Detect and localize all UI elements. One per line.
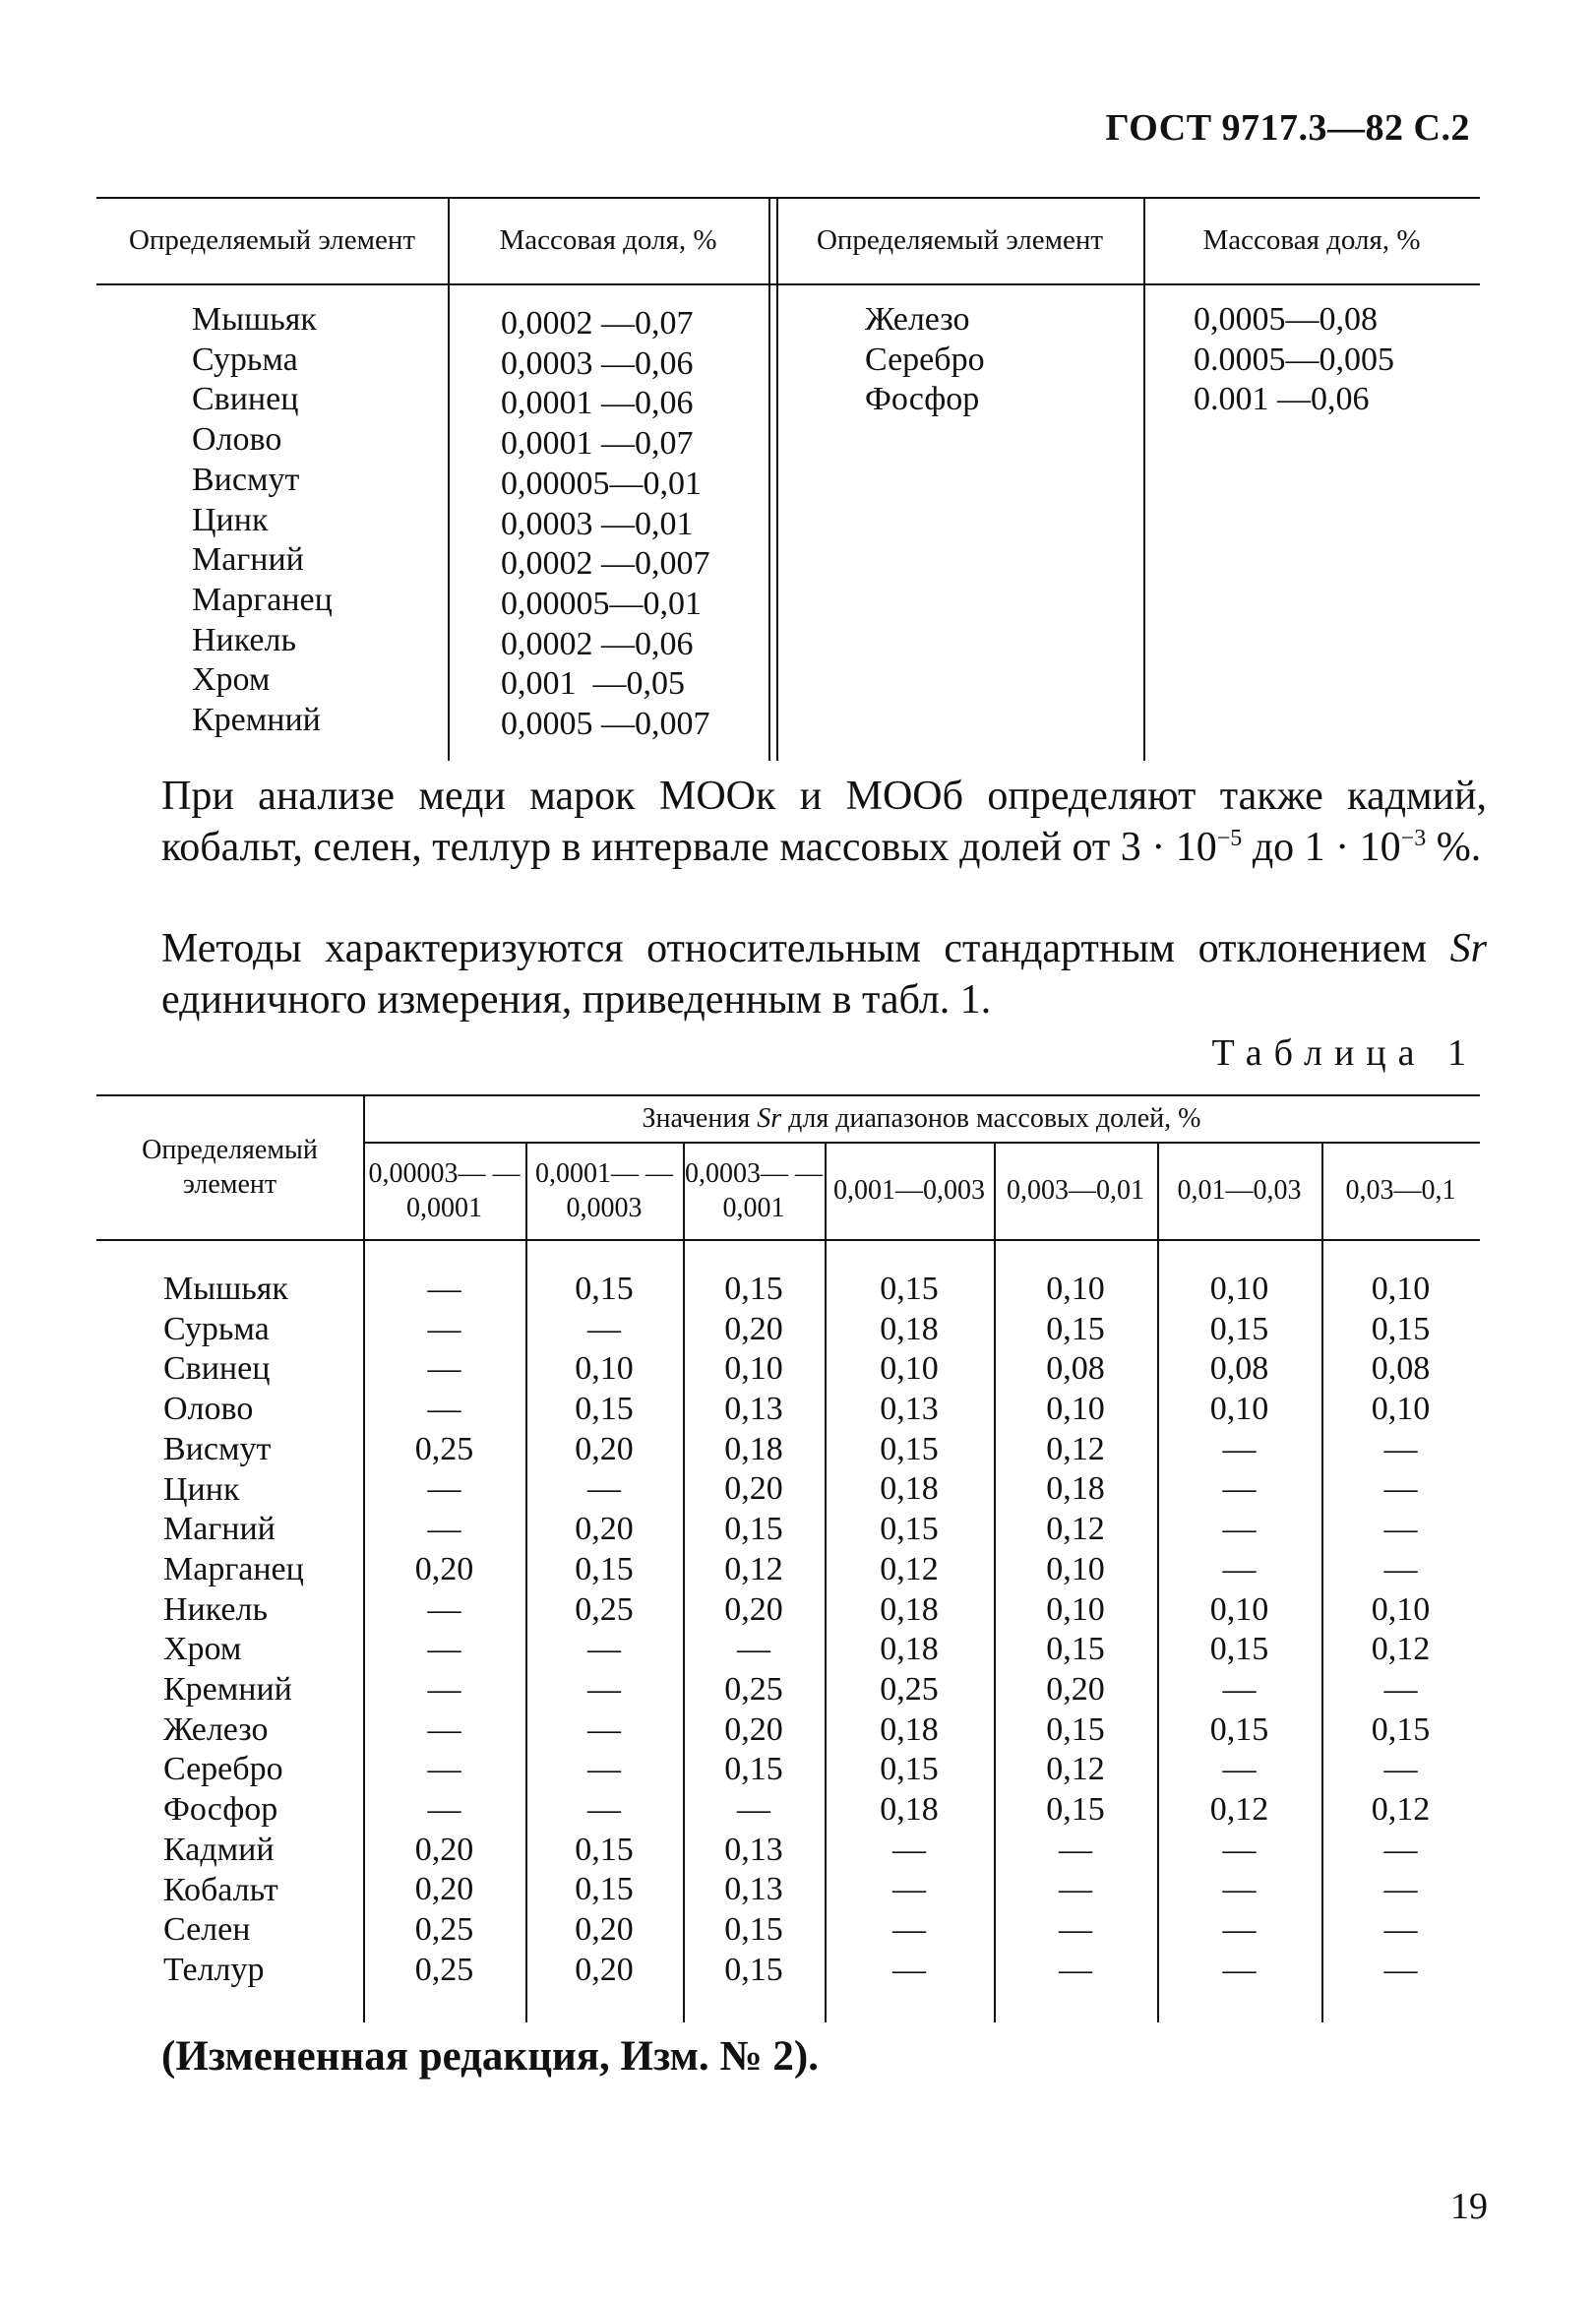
sr-value-cell: — — [1222, 1871, 1257, 1908]
values-column — [525, 1270, 683, 1990]
sr-value-cell: 0,15 — [880, 1751, 939, 1788]
element-name: Марганец — [163, 1550, 304, 1587]
sr-value-cell: — — [1383, 1511, 1418, 1548]
sr-value-cell: 0,10 — [1371, 1391, 1431, 1428]
sr-value-cell: 0,15 — [1046, 1710, 1105, 1748]
sr-value-cell: 0,12 — [1371, 1790, 1431, 1828]
element-name: Кадмий — [163, 1831, 275, 1868]
sr-value-cell: — — [1222, 1670, 1257, 1708]
sr-value-cell: 0,15 — [724, 1511, 783, 1548]
sr-value-cell: 0,10 — [1046, 1391, 1105, 1428]
table-header-rule — [96, 283, 1480, 285]
mass-fraction-range: 0,001 —0,05 — [501, 665, 685, 703]
sr-value-cell: 0,18 — [880, 1590, 939, 1628]
sr-value-cell: 0,10 — [1046, 1590, 1105, 1628]
sr-value-cell: — — [1059, 1831, 1092, 1868]
sr-value-cell: — — [427, 1470, 461, 1508]
sr-value-cell: 0,18 — [1046, 1470, 1105, 1508]
sr-value-cell: — — [1222, 1951, 1257, 1988]
sr-value-cell: 0,18 — [880, 1631, 939, 1668]
mass-fraction-range: 0,0005 —0,007 — [501, 706, 710, 743]
header-element: Определяемый элемент — [128, 223, 416, 256]
element-name: Серебро — [163, 1751, 283, 1788]
element-name: Хром — [163, 1631, 242, 1668]
sr-value-cell: 0,25 — [414, 1951, 474, 1988]
sr-values-table — [96, 1094, 1480, 2022]
header-range: 0,00003— —0,0001 — [368, 1157, 521, 1223]
amendment-note: (Измененная редакция, Изм. № 2). — [161, 2033, 819, 2080]
table-caption: Таблица 1 — [1211, 1032, 1478, 1074]
sr-value-cell: — — [737, 1790, 770, 1828]
sr-value-cell: — — [1059, 1951, 1092, 1988]
element-name: Магний — [192, 541, 304, 579]
element-name: Железо — [163, 1710, 269, 1748]
sr-value-cell: 0,10 — [1371, 1590, 1431, 1628]
element-name: Фосфор — [865, 381, 980, 418]
sr-value-cell: 0,13 — [724, 1871, 783, 1908]
element-name: Мышьяк — [163, 1271, 288, 1307]
sr-value-cell: 0,20 — [724, 1310, 783, 1347]
sr-value-cell: — — [1383, 1550, 1418, 1587]
sr-value-cell: 0,20 — [724, 1470, 783, 1508]
right-elements-column — [865, 300, 985, 420]
sr-value-cell: — — [1222, 1511, 1257, 1548]
sr-value-cell: 0,15 — [575, 1550, 634, 1587]
sr-value-cell: 0,15 — [724, 1751, 783, 1788]
element-name: Марганец — [192, 581, 333, 618]
sr-value-cell: — — [587, 1631, 621, 1668]
sr-value-cell: 0,15 — [724, 1911, 783, 1948]
element-names-column — [163, 1270, 304, 1991]
para-text: до 1 · 10 — [1242, 825, 1401, 870]
sr-value-cell: 0,20 — [575, 1511, 634, 1548]
sr-value-cell: 0,15 — [1209, 1710, 1269, 1748]
paragraph-cadmium — [161, 771, 1487, 873]
left-elements-column — [192, 300, 333, 741]
element-name: Хром — [192, 661, 271, 699]
sr-value-cell: 0,25 — [575, 1590, 634, 1628]
sr-value-cell: 0,25 — [880, 1670, 939, 1708]
sr-value-cell: — — [427, 1391, 461, 1428]
element-name: Теллур — [163, 1951, 265, 1988]
sr-value-cell: — — [892, 1871, 926, 1908]
mass-fraction-range: 0,00005—0,01 — [501, 465, 702, 502]
sr-value-cell: 0,12 — [1371, 1631, 1431, 1668]
sr-value-cell: — — [1059, 1911, 1092, 1948]
header-group-text: для диапазонов массовых долей, % — [788, 1102, 1201, 1134]
element-name: Олово — [163, 1391, 254, 1428]
mass-fraction-range: 0,00005—0,01 — [501, 585, 702, 622]
element-name: Фосфор — [163, 1791, 278, 1829]
mass-fraction-range: 0,0002 —0,007 — [501, 545, 710, 583]
para-text: Методы характеризуются относительным стандартным отклонением — [161, 926, 1450, 971]
mass-fraction-range: 0,0003 —0,01 — [501, 505, 694, 542]
values-column — [994, 1270, 1157, 1990]
sr-value-cell: 0,25 — [414, 1911, 474, 1948]
sr-value-cell: — — [1383, 1911, 1418, 1948]
header-range: 0,001—0,003 — [833, 1175, 985, 1206]
mass-fraction-range: 0.001 —0,06 — [1194, 381, 1370, 418]
sr-value-cell: 0,12 — [724, 1550, 783, 1587]
sr-value-cell: 0,12 — [1046, 1751, 1105, 1788]
sr-value-cell: — — [587, 1310, 621, 1347]
sr-value-cell: 0,12 — [880, 1550, 939, 1587]
header-group — [363, 1094, 1480, 1142]
element-name: Селен — [163, 1911, 251, 1949]
sr-value-cell: 0,18 — [880, 1710, 939, 1748]
header-element: Определяемый элемент — [816, 223, 1104, 256]
sr-value-cell: — — [587, 1790, 621, 1828]
sr-value-cell: 0,18 — [880, 1310, 939, 1347]
sr-value-cell: — — [1222, 1831, 1257, 1868]
element-name: Свинец — [192, 381, 299, 418]
sr-value-cell: 0,15 — [1046, 1790, 1105, 1828]
column-divider — [768, 197, 770, 761]
element-name: Серебро — [865, 341, 985, 378]
element-name: Висмут — [192, 461, 300, 498]
header-mass-fraction: Массовая доля, % — [499, 223, 717, 256]
element-name: Магний — [163, 1511, 276, 1548]
mass-fraction-range: 0.0005—0,005 — [1194, 341, 1394, 378]
sr-value-cell: 0,10 — [1209, 1271, 1269, 1307]
sr-value-cell: — — [427, 1710, 461, 1748]
sr-value-cell: 0,15 — [880, 1511, 939, 1548]
para-text: единичного измерения, приведенным в табл. 1. — [161, 977, 992, 1023]
header-range: 0,0001— —0,0003 — [535, 1157, 673, 1223]
sr-value-cell: — — [1222, 1430, 1257, 1467]
sr-value-cell: — — [1383, 1871, 1418, 1908]
paragraph-methods — [161, 923, 1487, 1026]
sr-value-cell: — — [587, 1670, 621, 1708]
sr-value-cell: 0,12 — [1046, 1430, 1105, 1467]
element-name: Кремний — [192, 702, 321, 739]
sr-value-cell: — — [587, 1470, 621, 1508]
values-column — [825, 1270, 994, 1990]
sr-value-cell: — — [427, 1631, 461, 1668]
sr-value-cell: 0,20 — [414, 1550, 474, 1587]
sr-value-cell: 0,20 — [414, 1831, 474, 1868]
sr-value-cell: 0,15 — [724, 1271, 783, 1307]
sr-value-cell: — — [1222, 1911, 1257, 1948]
sr-value-cell: 0,10 — [1046, 1550, 1105, 1587]
sr-value-cell: 0,15 — [1046, 1631, 1105, 1668]
sr-value-cell: 0,10 — [575, 1350, 634, 1388]
sr-value-cell: — — [427, 1590, 461, 1628]
sr-value-cell: — — [892, 1951, 926, 1988]
sr-value-cell: 0,25 — [414, 1430, 474, 1467]
sr-value-cell: 0,20 — [724, 1710, 783, 1748]
mass-fraction-range: 0,0001 —0,06 — [501, 385, 694, 422]
sr-value-cell: — — [427, 1310, 461, 1347]
sr-value-cell: 0,18 — [880, 1470, 939, 1508]
sr-value-cell: — — [737, 1631, 770, 1668]
sr-value-cell: — — [1222, 1550, 1257, 1587]
element-name: Висмут — [163, 1430, 272, 1467]
sr-value-cell: — — [892, 1831, 926, 1868]
sr-value-cell: 0,20 — [575, 1911, 634, 1948]
sr-value-cell: — — [427, 1511, 461, 1548]
para-text: %. — [1426, 825, 1482, 870]
sr-value-cell: 0,18 — [724, 1430, 783, 1467]
element-name: Олово — [192, 421, 282, 459]
sr-value-cell: — — [1383, 1430, 1418, 1467]
sr-value-cell: 0,20 — [575, 1430, 634, 1467]
element-name: Никель — [192, 621, 296, 658]
sr-value-cell: — — [1383, 1470, 1418, 1508]
element-name: Свинец — [163, 1350, 271, 1388]
sr-value-cell: 0,20 — [414, 1871, 474, 1908]
header-range: 0,03—0,1 — [1345, 1175, 1456, 1206]
sr-value-cell: 0,10 — [1371, 1271, 1431, 1307]
sr-value-cell: 0,08 — [1209, 1350, 1269, 1388]
sr-value-cell: 0,15 — [1209, 1310, 1269, 1347]
sr-value-cell: 0,15 — [1209, 1631, 1269, 1668]
sr-value-cell: — — [587, 1751, 621, 1788]
page-header: ГОСТ 9717.3—82 С.2 — [1105, 107, 1470, 149]
table-header-rule — [96, 1239, 1480, 1241]
sr-value-cell: — — [1222, 1470, 1257, 1508]
sr-value-cell: — — [427, 1350, 461, 1388]
mass-fraction-range: 0,0003 —0,06 — [501, 344, 694, 382]
sr-value-cell: — — [1383, 1751, 1418, 1788]
sr-value-cell: 0,10 — [724, 1350, 783, 1388]
sr-value-cell: 0,10 — [880, 1350, 939, 1388]
sr-value-cell: 0,15 — [880, 1271, 939, 1307]
sr-value-cell: 0,13 — [880, 1391, 939, 1428]
header-range: 0,01—0,03 — [1177, 1175, 1302, 1206]
element-name: Кремний — [163, 1671, 292, 1709]
left-ranges-column — [501, 304, 710, 745]
page-number: 19 — [1450, 2186, 1488, 2227]
sr-value-cell: 0,15 — [1371, 1310, 1431, 1347]
sr-value-cell: — — [892, 1911, 926, 1948]
sr-value-cell: — — [1059, 1871, 1092, 1908]
header-group-text: Значения — [642, 1102, 751, 1134]
sr-value-cell: 0,20 — [575, 1951, 634, 1988]
exponent: −5 — [1216, 826, 1243, 851]
sr-value-cell: — — [1383, 1670, 1418, 1708]
sr-value-cell: — — [1383, 1831, 1418, 1868]
mass-fraction-range: 0,0002 —0,07 — [501, 305, 694, 342]
sr-value-cell: 0,12 — [1046, 1511, 1105, 1548]
values-column — [1321, 1270, 1480, 1990]
element-range-table — [96, 197, 1480, 761]
header-range: 0,003—0,01 — [1007, 1175, 1144, 1206]
element-name: Цинк — [163, 1470, 240, 1508]
values-column — [1157, 1270, 1321, 1990]
values-column — [363, 1270, 525, 1990]
values-column — [683, 1270, 825, 1990]
element-name: Никель — [163, 1590, 268, 1628]
exponent: −3 — [1400, 826, 1427, 851]
sr-value-cell: 0,15 — [575, 1831, 634, 1868]
element-name: Сурьма — [192, 341, 298, 378]
sr-value-cell: 0,13 — [724, 1391, 783, 1428]
header-mass-fraction: Массовая доля, % — [1202, 223, 1421, 256]
element-name: Железо — [865, 301, 970, 338]
para-text: При анализе меди марок МООк и МООб определяют также кадмий, кобальт, селен, теллур в интервале массовых долей от 3 · 10 — [161, 774, 1487, 870]
sr-value-cell: 0,15 — [575, 1391, 634, 1428]
right-ranges-column — [1194, 300, 1394, 420]
element-name: Цинк — [192, 501, 269, 538]
sr-value-cell: 0,18 — [880, 1790, 939, 1828]
sr-value-cell: 0,08 — [1371, 1350, 1431, 1388]
sr-value-cell: 0,12 — [1209, 1790, 1269, 1828]
sr-value-cell: 0,25 — [724, 1670, 783, 1708]
header-range: 0,0003— —0,001 — [685, 1157, 823, 1223]
sr-value-cell: 0,15 — [1046, 1310, 1105, 1347]
sr-symbol: Sr — [1449, 926, 1487, 971]
sr-value-cell: 0,15 — [575, 1271, 634, 1307]
mass-fraction-range: 0,0005—0,08 — [1194, 301, 1378, 338]
mass-fraction-range: 0,0001 —0,07 — [501, 425, 694, 463]
sr-symbol: Sr — [757, 1102, 782, 1134]
sr-value-cell: — — [1383, 1951, 1418, 1988]
sr-value-cell: 0,15 — [724, 1951, 783, 1988]
header-element: Определяемый элемент — [142, 1134, 318, 1200]
sr-value-cell: 0,13 — [724, 1831, 783, 1868]
sr-value-cell: 0,08 — [1046, 1350, 1105, 1388]
sr-value-cell: — — [427, 1751, 461, 1788]
sr-value-cell: 0,15 — [1371, 1710, 1431, 1748]
sr-value-cell: — — [587, 1710, 621, 1748]
sr-value-cell: 0,10 — [1046, 1271, 1105, 1307]
sr-value-cell: — — [427, 1271, 461, 1307]
sr-value-cell: — — [1222, 1751, 1257, 1788]
sr-value-cell: — — [427, 1790, 461, 1828]
sr-value-cell: 0,20 — [1046, 1670, 1105, 1708]
sr-value-cell: 0,15 — [880, 1430, 939, 1467]
element-name: Мышьяк — [192, 301, 317, 338]
element-name: Кобальт — [163, 1871, 278, 1908]
sr-value-cell: — — [427, 1670, 461, 1708]
mass-fraction-range: 0,0002 —0,06 — [501, 625, 694, 662]
element-name: Сурьма — [163, 1310, 270, 1347]
sr-value-cell: 0,10 — [1209, 1590, 1269, 1628]
sr-value-cell: 0,20 — [724, 1590, 783, 1628]
sr-value-cell: 0,15 — [575, 1871, 634, 1908]
sr-value-cell: 0,10 — [1209, 1391, 1269, 1428]
